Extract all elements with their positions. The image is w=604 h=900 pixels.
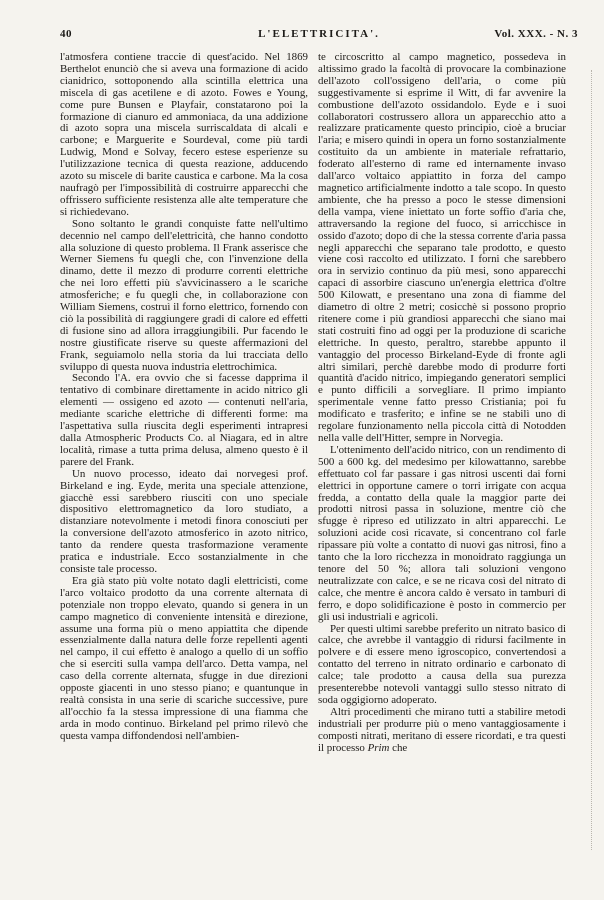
paragraph: Per questi ultimi sarebbe preferito un nitrato basico di calce, che avrebbe il vantaggio di ridursi facilmente in polvere e di essere meno igroscopico, convertendosi a contatto del terreno in nitrato ordinario e carbonato di calce; tale prodotto a causa della sua purezza presenterebbe notevoli vantaggi sullo stesso nitrato di soda oggigiorno adoperato. bbox=[318, 622, 566, 706]
paragraph: L'ottenimento dell'acido nitrico, con un rendimento di 500 a 600 kg. del medesimo per kilowattanno, sarebbe effettuato col far passare i gas nitrosi uscenti dai forni elettrici in opportune camere o torri irrigate con acqua fredda, a contatto della quale la maggior parte dei prodotti nitrosi passa in soluzione, mentre ciò che sfugge è ripreso ed utilizzato in altri apparecchi. Le soluzioni acide così ricavate, si concentrano col farle ripassare più volte a contatto di nuovi gas nitrosi, fino a tanto che la loro ricchezza in monoidrato raggiunga un tenore del 50 %; allora tali soluzioni vengono neutralizzate con calce, e se ne ricava così del nitrato di calce, che mentre è ancora caldo è versato in tamburi di ferro, e dopo solidificazione è posto in commercio per gli usi industriali e agricoli. bbox=[318, 443, 566, 623]
page-header bbox=[60, 28, 578, 44]
left-column bbox=[60, 52, 308, 743]
paragraph: Altri procedimenti che mirano tutti a stabilire metodi industriali per produrre più o meno vantaggiosamente i composti nitrati, meritano di essere ricordati, e tra questi il processo Prim che bbox=[318, 705, 566, 754]
column-gutter bbox=[312, 52, 313, 872]
paragraph: l'atmosfera contiene traccie di quest'acido. Nel 1869 Berthelot enunciò che si aveva una formazione di acido cianidrico, sottoponendo alla scintilla elettrica una miscela di gas acetilene e di azoto. Fowes e Young, come pure Bunsen e Playfair, constatarono poi la formazione di cianuro ed ammoniaca, da una addizione di azoto sopra una miscela surriscaldata di alcali e carbone; e Marguerite e Sourdeval, come più tardi Ludwig, Mond e Solvay, fecero estese esperienze su l'utilizzazione tecnica di questa reazione, adducendo azoto su miscele di barite caustica e carbone. Ma la cosa naufragò per l'impossibilità di costruirre apparecchi che offrissero sufficiente resistenza alle alte temperature che si richiedevano. bbox=[60, 51, 308, 218]
journal-title: L'ELETTRICITA'. bbox=[258, 28, 380, 40]
right-column bbox=[318, 52, 566, 754]
italic-name: Prim bbox=[367, 741, 390, 754]
page-edge-strip bbox=[591, 70, 604, 850]
paragraph: Era già stato più volte notato dagli elettricisti, come l'arco voltaico prodotto da una corrente alternata di potenziale non troppo elevato, quando si genera in un campo magnetico di conveniente intensità e direzione, assume una forma più o meno appiattita che dipende essenzialmente dalla natura delle forze repellenti agenti nel campo, il cui effetto è analogo a quello di un soffio che si eserciti sulla vampa dell'arco. Detta vampa, nel caso della corrente alternata, sfugge in due direzioni opposte giacenti in uno stesso piano; e quantunque in realtà consista in una serie di scariche successive, pure all'occhio fa la stessa impressione di una fiamma che arda in modo continuo. Birkeland pel primo rilevò che questa vampa diffondendosi nell'ambien- bbox=[60, 574, 308, 742]
paragraph: te circoscritto al campo magnetico, possedeva in altissimo grado la facoltà di provocare la combinazione dell'azoto coll'ossigeno dell'aria, o come più suggestivamente si esprime il Witt, di far avvenire la combustione dell'azoto ossidandolo. Eyde e i suoi collaboratori costrussero allora un apparecchio atto a realizzare praticamente questo principio, cioè a bruciar l'aria; e misero quindi in opera un forno sostanzialmente costituito da un ambiente in materiale refrattario, foderato all'esterno di rame ed internamente invaso dall'arco voltaico appiattito in forza del campo magnetico artificialmente indotto a tale scopo. In questo ambiente, che ha presso a poco le stesse dimensioni della vampa, viene iniettato un forte soffio d'aria che, attraversando la regione del fuoco, si arricchisce in ossido d'azoto; dopo di che la stessa corrente d'aria passa negli apparecchi che separano tale prodotto, e questo viene così raccolto ed utilizzato. I forni che sarebbero ora in servizio continuo da più mesi, sono apparecchi capaci di assorbire ciascuno un'energia elettrica d'oltre 500 Kilowatt, e presentano una zona di fiamme del diametro di oltre 2 metri; cosicchè si possono proprio ritenere come i più grandiosi apparecchi che siano mai stati costruiti fino ad oggi per la produzione di scariche elettriche. In questo, peraltro, starebbe appunto il vantaggio del processo Birkeland-Eyde di fronte agli altri similari, perchè darebbe modo di produrre forti quantità d'acido nitrico, impiegando generatori semplici e punto difficili a sorvegliare. Il primo impianto sperimentale venne fatto presso Cristiania; poi fu modificato e trasferito; e infine se ne stabilì uno di regolare funzionamento nella piccola città di Notodden nella valle dell'Hitter, sempre in Norvegia. bbox=[318, 51, 566, 444]
page-number: 40 bbox=[60, 28, 72, 40]
paragraph: Sono soltanto le grandi conquiste fatte nell'ultimo decennio nel campo dell'elettricità, che hanno condotto alla soluzione di questo problema. Il Frank asserisce che Werner Siemens fu quegli che, con l'invenzione della dinamo, dette il mezzo di produrre correnti elettriche che nei loro effetti più s'avvicinassero a le scariche atmosferiche; e fu quegli che, in collaborazione con William Siemens, costruì il forno elettrico, fornendo con ciò la possibilità di raggiungere gradi di calore ed effetti di fusione sino ad allora irraggiungibili. Pur facendo le nostre giustificate riserve su queste affermazioni del Frank, seguiamolo nella storia da lui tracciata dello sviluppo di questa nuova industria elettrochimica. bbox=[60, 217, 308, 373]
paragraph: Secondo l'A. era ovvio che si facesse dapprima il tentativo di combinare direttamente in acido nitrico gli elementi — ossigeno ed azoto — contenuti nell'aria, mediante scariche elettriche di differenti forme: ma l'aspettativa sulla riuscita degli esperimenti intrapresi dalla Atmospheric Products Co. al Niagara, ed in altre località, rimase a tutta prima delusa, almeno questo è il parere del Frank. bbox=[60, 372, 308, 468]
paragraph: Un nuovo processo, ideato dai norvegesi prof. Birkeland e ing. Eyde, merita una speciale attenzione, giacchè essi sarebbero riusciti con uno speciale dispositivo elettromagnetico da loro studiato, a distanziare notevolmente i metodi finora conosciuti per la conversione dell'azoto atmosferico in azoto nitrico, tanto da rendere questa trasformazione veramente pratica e industriale. Ecco sostanzialmente in che consiste tale processo. bbox=[60, 467, 308, 575]
volume-issue: Vol. XXX. - N. 3 bbox=[494, 28, 578, 40]
